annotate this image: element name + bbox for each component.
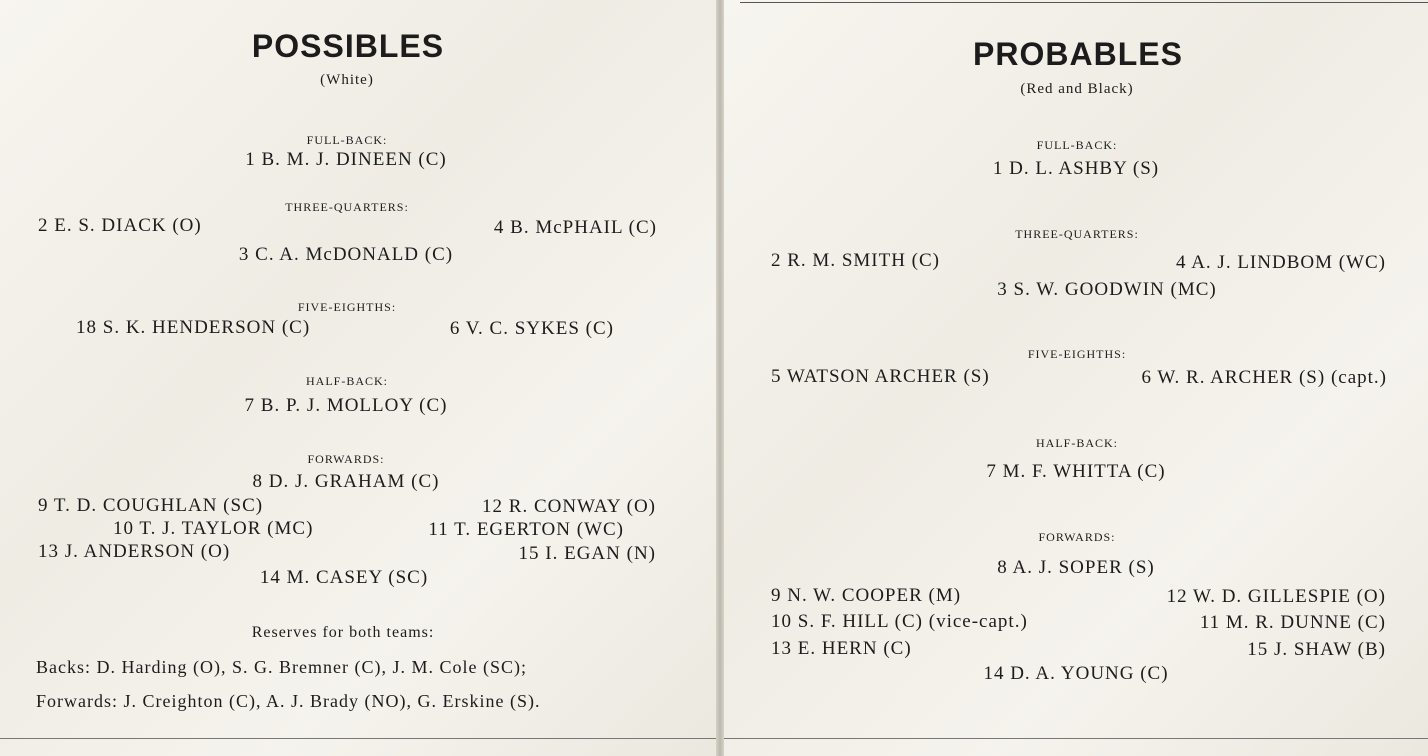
possibles-forward-9: 9 T. D. COUGHLAN (SC) — [38, 495, 264, 516]
probables-threequarters-label: THREE-QUARTERS: — [1015, 227, 1139, 241]
possibles-forward-12: 12 R. CONWAY (O) — [482, 496, 656, 517]
possibles-forward-14: 14 M. CASEY (SC) — [259, 567, 429, 588]
possibles-threequarters-label: THREE-QUARTERS: — [285, 200, 409, 214]
bottom-rule-right — [724, 738, 1428, 739]
probables-forward-13: 13 E. HERN (C) — [771, 638, 912, 659]
possibles-forward-10: 10 T. J. TAYLOR (MC) — [113, 518, 314, 539]
probables-tq-right: 4 A. J. LINDBOM (WC) — [1176, 252, 1386, 273]
probables-fiveeighths-label: FIVE-EIGHTHS: — [1027, 347, 1127, 361]
probables-tq-left: 2 R. M. SMITH (C) — [771, 250, 941, 271]
probables-title: PROBABLES — [973, 36, 1183, 72]
probables-fullback-label: FULL-BACK: — [1036, 138, 1118, 152]
probables-forwards-label: FORWARDS: — [1038, 530, 1116, 544]
possibles-fullback: 1 B. M. J. DINEEN (C) — [245, 149, 447, 170]
probables-forward-9: 9 N. W. COOPER (M) — [771, 585, 962, 606]
possibles-tq-center: 3 C. A. McDONALD (C) — [238, 244, 454, 265]
possibles-forward-15: 15 I. EGAN (N) — [518, 543, 656, 564]
possibles-fullback-label: FULL-BACK: — [306, 133, 388, 147]
reserves-backs: Backs: D. Harding (O), S. G. Bremner (C), J. M. Cole (SC); — [36, 657, 527, 677]
probables-forward-10: 10 S. F. HILL (C) (vice-capt.) — [771, 611, 1028, 632]
reserves-forwards: Forwards: J. Creighton (C), A. J. Brady (NO), G. Erskine (S). — [36, 691, 541, 711]
bottom-rule-left — [0, 738, 716, 739]
probables-forward-15: 15 J. SHAW (B) — [1247, 639, 1386, 660]
probables-forward-12: 12 W. D. GILLESPIE (O) — [1166, 586, 1386, 607]
possibles-colours: (White) — [320, 72, 374, 88]
possibles-forward-8: 8 D. J. GRAHAM (C) — [252, 471, 440, 492]
probables-halfback-label: HALF-BACK: — [1035, 436, 1119, 450]
possibles-forward-11: 11 T. EGERTON (WC) — [428, 519, 624, 540]
possibles-tq-left: 2 E. S. DIACK (O) — [38, 215, 202, 236]
probables-forward-14: 14 D. A. YOUNG (C) — [983, 663, 1169, 684]
possibles-halfback: 7 B. P. J. MOLLOY (C) — [244, 395, 448, 416]
probables-fe-right: 6 W. R. ARCHER (S) (capt.) — [1141, 367, 1387, 388]
top-rule — [740, 2, 1428, 3]
probables-halfback: 7 M. F. WHITTA (C) — [986, 461, 1166, 482]
possibles-fe-right: 6 V. C. SYKES (C) — [449, 318, 614, 339]
probables-fullback: 1 D. L. ASHBY (S) — [992, 158, 1160, 179]
possibles-fe-left: 18 S. K. HENDERSON (C) — [76, 317, 311, 338]
possibles-fiveeighths-label: FIVE-EIGHTHS: — [297, 300, 397, 314]
possibles-tq-right: 4 B. McPHAIL (C) — [493, 217, 657, 238]
possibles-forward-13: 13 J. ANDERSON (O) — [38, 541, 231, 562]
page-fold — [716, 0, 724, 756]
possibles-forwards-label: FORWARDS: — [307, 452, 385, 466]
probables-forward-8: 8 A. J. SOPER (S) — [997, 557, 1155, 578]
probables-fe-left: 5 WATSON ARCHER (S) — [771, 366, 990, 387]
possibles-halfback-label: HALF-BACK: — [305, 374, 389, 388]
probables-colours: (Red and Black) — [1020, 81, 1134, 97]
probables-tq-center: 3 S. W. GOODWIN (MC) — [997, 279, 1217, 300]
possibles-title: POSSIBLES — [251, 28, 445, 64]
reserves-label: Reserves for both teams: — [251, 624, 435, 641]
probables-forward-11: 11 M. R. DUNNE (C) — [1199, 612, 1386, 633]
